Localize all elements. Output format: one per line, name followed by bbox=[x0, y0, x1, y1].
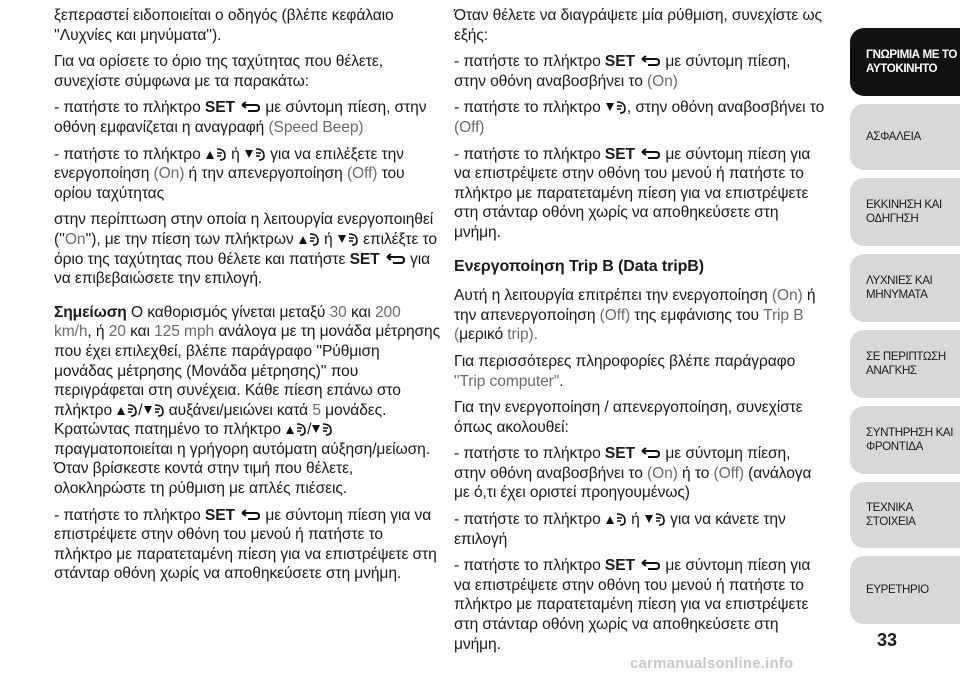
return-arrow-icon bbox=[639, 54, 661, 68]
tab-maintenance[interactable]: ΣΥΝΤΗΡΗΣΗ ΚΑΙ ΦΡΟΝΤΙΔΑ bbox=[850, 406, 960, 474]
down-steering-button-icon bbox=[644, 512, 666, 526]
return-arrow-icon bbox=[239, 100, 261, 114]
paragraph: - πατήστε το πλήκτρο SET με σύντομη πίεση, στην οθόνη αναβοσβήνει το (On) bbox=[454, 53, 791, 90]
page-number: 33 bbox=[876, 630, 898, 650]
paragraph: - πατήστε το πλήκτρο ή για να κάνετε την επιλογή bbox=[454, 511, 786, 548]
set-key-label: SET bbox=[204, 99, 235, 117]
up-steering-button-icon bbox=[116, 403, 138, 417]
down-steering-button-icon bbox=[244, 147, 266, 161]
return-arrow-icon bbox=[239, 508, 261, 522]
set-key-label: SET bbox=[604, 557, 635, 575]
down-steering-button-icon bbox=[605, 100, 627, 114]
paragraph: Όταν θέλετε να διαγράψετε μία ρύθμιση, συνεχίστε ως εξής: bbox=[454, 7, 822, 44]
up-steering-button-icon bbox=[605, 512, 627, 526]
return-arrow-icon bbox=[639, 147, 661, 161]
paragraph: - πατήστε το πλήκτρο SET με σύντομη πίεση για να επιστρέψετε στην οθόνη του μενού ή πατήστε το πλήκτρο με παρατεταμένη πίεση για να επιστρέψετε στη στάνταρ οθόνη χωρίς να αποθηκεύσετε στη μνήμη. bbox=[54, 506, 437, 583]
watermark: carmanualsonline.info bbox=[630, 655, 794, 672]
tab-getting-to-know-car[interactable]: ΓΝΩΡΙΜΙΑ ΜΕ ΤΟ ΑΥΤΟΚΙΝΗΤΟ bbox=[850, 28, 960, 96]
return-arrow-icon bbox=[639, 558, 661, 572]
paragraph: - πατήστε το πλήκτρο , στην οθόνη αναβοσβήνει το (Off) bbox=[454, 99, 825, 136]
up-steering-button-icon bbox=[298, 232, 320, 246]
tab-index[interactable]: ΕΥΡΕΤΗΡΙΟ bbox=[850, 556, 960, 624]
set-key-label: SET bbox=[349, 250, 380, 268]
tab-starting-driving[interactable]: ΕΚΚΙΝΗΣΗ ΚΑΙ ΟΔΗΓΗΣΗ bbox=[850, 178, 960, 246]
tab-safety[interactable]: ΑΣΦΑΛΕΙΑ bbox=[850, 104, 960, 170]
paragraph: Αυτή η λειτουργία επιτρέπει την ενεργοποίηση (On) ή την απενεργοποίηση (Off) της εμφάνισης του Trip B (μερικό trip). bbox=[454, 287, 816, 344]
tab-emergency[interactable]: ΣΕ ΠΕΡΙΠΤΩΣΗ ΑΝΑΓΚΗΣ bbox=[850, 330, 960, 398]
set-key-label: SET bbox=[604, 445, 635, 463]
up-steering-button-icon bbox=[205, 147, 227, 161]
paragraph: Για περισσότερες πληροφορίες βλέπε παράγραφο "Trip computer". bbox=[454, 352, 796, 390]
tab-technical-data[interactable]: ΤΕΧΝΙΚΑ ΣΤΟΙΧΕΙΑ bbox=[850, 482, 960, 548]
set-key-label: SET bbox=[204, 506, 235, 524]
set-key-label: SET bbox=[604, 145, 635, 163]
return-arrow-icon bbox=[384, 252, 406, 266]
section-heading: Ενεργοποίηση Trip B (Data tripB) bbox=[454, 257, 704, 275]
set-key-label: SET bbox=[604, 53, 635, 71]
return-arrow-icon bbox=[639, 446, 661, 460]
down-steering-button-icon bbox=[143, 403, 165, 417]
paragraph: - πατήστε το πλήκτρο SET με σύντομη πίεση για να επιστρέψετε στην οθόνη του μενού ή πατήστε το πλήκτρο με παρατεταμένη πίεση για να επιστρέψετε στη στάνταρ οθόνη χωρίς να αποθηκεύσετε στη μνήμη. bbox=[454, 557, 811, 653]
note-label: Σημείωση bbox=[54, 303, 127, 321]
note-paragraph: Σημείωση Ο καθορισμός γίνεται μεταξύ 30 και 200 km/h, ή 20 και 125 mph ανάλογα με τη μονάδα μέτρησης που έχει επιλεχθεί, βλέπε παράγραφο ''Ρύθμιση μονάδας μέτρησης (Μονάδα μέτρησης)'' που περιγράφεται στη συνέχεια. Κάθε πίεση επάνω στο πλήκτρο / αυξάνει/μειώνει κατά 5 μονάδες. Κρατώντας πατημένο το πλήκτρο / πραγματοποιείται η γρήγορη αυτόματη αύξηση/μείωση. Όταν βρίσκεστε κοντά στην τιμή που θέλετε, ολοκληρώστε τη ρύθμιση με απλές πιέσεις. bbox=[54, 303, 441, 498]
paragraph: ξεπεραστεί ειδοποιείται ο οδηγός (βλέπε κεφάλαιο ''Λυχνίες και μηνύματα''). bbox=[54, 7, 394, 44]
down-steering-button-icon bbox=[337, 232, 359, 246]
paragraph: - πατήστε το πλήκτρο ή για να επιλέξετε την ενεργοποίηση (On) ή την απενεργοποίηση (Off) του ορίου ταχύτητας bbox=[54, 145, 405, 202]
tab-warning-lights[interactable]: ΛΥΧΝΙΕΣ ΚΑΙ ΜΗΝΥΜΑΤΑ bbox=[850, 254, 960, 322]
paragraph: - πατήστε το πλήκτρο SET με σύντομη πίεση για να επιστρέψετε στην οθόνη του μενού ή πατήστε το πλήκτρο με παρατεταμένη πίεση για να επιστρέψετε στη στάνταρ οθόνη χωρίς να αποθηκεύσετε στη μνήμη. bbox=[454, 145, 811, 241]
left-column bbox=[54, 6, 442, 591]
down-steering-button-icon bbox=[311, 422, 333, 436]
chapter-tabs bbox=[842, 0, 960, 678]
paragraph: Για την ενεργοποίηση / απενεργοποίηση, συνεχίστε όπως ακολουθεί: bbox=[454, 399, 803, 436]
right-column bbox=[454, 6, 826, 661]
paragraph: - πατήστε το πλήκτρο SET με σύντομη πίεση, στην οθόνη εμφανίζεται η αναγραφή (Speed Beep) bbox=[54, 99, 427, 136]
paragraph: Για να ορίσετε το όριο της ταχύτητας που θέλετε, συνεχίστε σύμφωνα με τα παρακάτω: bbox=[54, 53, 383, 90]
up-steering-button-icon bbox=[285, 422, 307, 436]
paragraph: στην περίπτωση στην οποία η λειτουργία ενεργοποιηθεί (''On''), με την πίεση των πλήκτρων ή επιλέξτε το όριο της ταχύτητας που θέλετε και πατήστε SET για να επιβεβαιώσετε την επιλογή. bbox=[54, 211, 437, 288]
paragraph: - πατήστε το πλήκτρο SET με σύντομη πίεση, στην οθόνη αναβοσβήνει το (On) ή το (Off) (ανάλογα με ό,τι έχει οριστεί προηγουμένως) bbox=[454, 445, 812, 502]
